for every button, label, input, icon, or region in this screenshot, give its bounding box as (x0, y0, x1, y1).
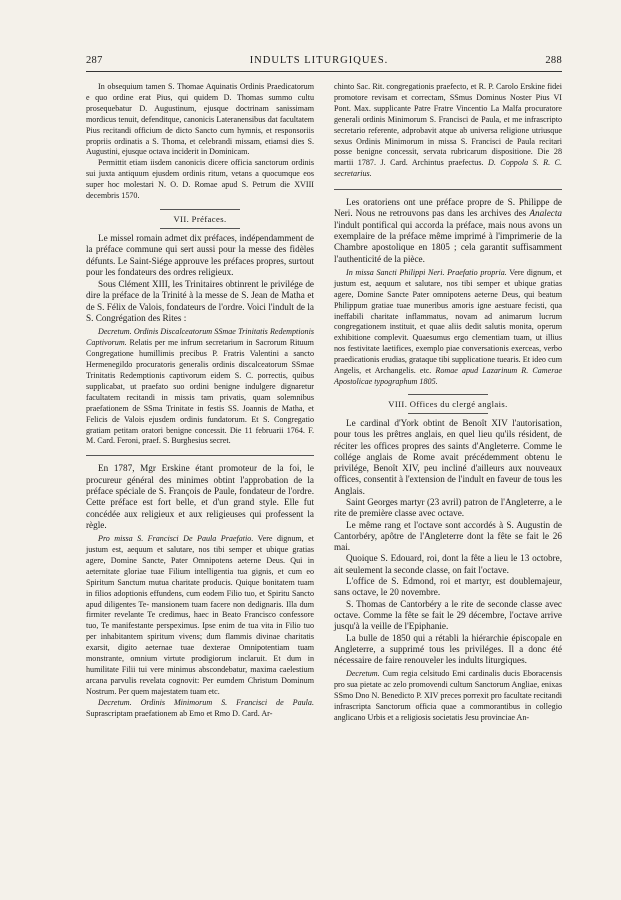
decree-text: chinto Sac. Rit. congregationis praefecto, et R. P. Carolo Erskine fidei promotore revisam et correctam, SSmus Dominus Noster Pius VI Pont. Max. supplicante Patre Fratre Vincentio La Malfa procuratore generali ordinis Minimorum S. Francisci de Paula, et me infrascripto secretario referente, adprobavit atque ab universa religione utriusque sexus Ordinis Minimorum in missa S. Francisci de Paula recitari posse benigne concessit, servata rubricarum dispositione. Die 28 martii 1787. J. Card. Archintus praefectus. (334, 82, 562, 168)
header-rule (86, 71, 562, 72)
paragraph (334, 82, 562, 180)
decree-text: Suprascriptam praefationem ab Emo et Rmo D. Card. Ar- (86, 708, 273, 718)
preface-text: Vere dignum, et justum est, aequum et salutare, nos tibi semper et ubique gratias agere, Domine Sancte Pater omnipotens aeterne Deus, qui beatum Philippum gratiae tuae muneribus amoris igne aestuare fecisti, qua ineffabili charitate inflammatus, novam ad animarum lucrum congregationem instituit, et quae aliis dedit salutis monita, operum exhibitione complevit. Quaesumus ergo clementiam tuam, ut illius nos festivitate laetifices, exemplo piae conversationis exerceas, verbo praedicationis erudias, grataque tibi supplicatione tuearis. Et ideo cum Angelis, et Archangelis. etc. (334, 267, 562, 376)
paragraph (86, 327, 314, 447)
paragraph (86, 534, 314, 698)
page-number-right: 288 (545, 55, 562, 66)
separator (160, 228, 240, 229)
running-header (76, 55, 562, 69)
paragraph: Le missel romain admet dix préfaces, indépendamment de la préface commune qui sert aussi pour la messe des fidèles défunts. Le Saint-Siége approuve les préfaces propres, surtout pour les fondateurs des ordres religieux. (86, 232, 314, 277)
preface-text: Vere dignum, et justum est, aequum et salutare, nos tibi semper et ubique gratias agere, Domine Sancte, Pater Omnipotens aeterne Deus. Qui in aeternitate gloriae tuae Filium intelligentia tua gignis, et cum eo Spiritum Sanctum mutua charitate producis. Quique bonitatem tuam in filios adoptionis effundens, cum eodem Filio tuo, et Spiritu Sancto apud diligentes Te- mansionem tuam facere non dedignaris. Illa dum firmiter revelante Te credimus, haec in Beato Francisco confessore tuo, Te manifestante perspeximus. Ipse enim de tua vita in Filio tuo per inhabitantem spiritum vivens; dum flammis divinae charitatis exarsit, digito aeternae tuae dexterae Omnipotentiam tuam monstrante, omnium virtute prodigiorum inclaruit. Et dum in humilitate Filii tui vere minimus abscondebatur, maxima caelestium arcana parvulis revelata cognovit: Per eumdem Christum Dominum Nostrum. Per quem majestatem tuam etc. (86, 534, 314, 696)
separator (334, 189, 562, 190)
paragraph: Les oratoriens ont une préface propre de S. Philippe de Neri. Nous ne retrouvons pas dans les archives des Analecta l'indult pontifical qui accorda la préface, mais nous avons un exemplaire de la préface même imprimé à l'imprimerie de la Chambre apostolique en 1805 ; cela garantit suffisamment l'authenticité de la pièce. (334, 197, 563, 264)
paragraph: Le cardinal d'York obtint de Benoît XIV l'autorisation, pour tous les prêtres anglais, en quel lieu qu'ils résident, de réciter les offices propres des saints d'Angleterre. Comme le collége anglais de Rome avait précédemment obtenu le privilége, Benoît XIV, peu incliné d'ailleurs aux nouveaux offices, consentit à l'extension de l'indult en faveur de tous les Anglais. (334, 417, 562, 496)
paragraph (334, 268, 562, 388)
decree-title: Decretum. Ordinis Minimorum S. Francisci de Paula. (98, 697, 314, 707)
separator (408, 394, 488, 395)
paragraph (86, 698, 314, 720)
left-column (86, 82, 314, 720)
decree-text: Cum regia celsitudo Emi cardinalis ducis Eboracensis pro sua pietate ac zelo promovendi cultum Sanctorum Angliae, enixas SSmo Dno N. Benedicto P. XIV preces porrexit pro facultate recitandi infrascripta Sanctorum officia quae a commorantibus in collegio anglicano Urbis et a religiosis societatis Jesu provinciae An- (334, 669, 562, 723)
paragraph: En 1787, Mgr Erskine étant promoteur de la foi, le procureur général des minimes obtint l'approbation de la préface spéciale de S. François de Paule, fondateur de l'ordre. Cette préface est fort belle, et d'un grand style. Elle fut concédée aux religieux et aux religieuses qui professent la règle. (86, 463, 314, 530)
paragraph: Quoique S. Edouard, roi, dont la fête a lieu le 13 octobre, ait seulement la seconde classe, on fait l'octave. (334, 553, 562, 575)
paragraph: Permittit etiam iisdem canonicis dicere officia sanctorum ordinis sui juxta antiquum ejusdem ordinis ritum, vetans a quocumque eos super hoc molestari N. O. D. Romae apud S. Petrum die XVIII decembris 1570. (86, 158, 314, 201)
preface-title: In missa Sancti Philippi Neri. Praefatio propria. (346, 267, 507, 277)
decree-text: Relatis per me infrum secretarium in Sacrorum Rituum Congregatione humillimis precibus P. Fratris Valentini a sancto Hermenegildo procuratoris generalis ordinis discalceatorum SSmae Trinitatis Redemptionis captivorum eidem S. C. porrectis, quibus supplicabat, ut praefato suo ordini benigne indulgere dignaretur facultatem recitandi in missis tam privatis, quam solemnibus praefationem de SSma Trinitate in festis SS. Joannis de Matha, et Felicis de Valois ejusdem ordinis fundatorum. Et S. Congregatio gratiam petitam oratori benigne concessit. Die 11 februarii 1764. F. M. Card. Feroni, praef. S. Burghesius secret. (86, 338, 314, 446)
paragraph: Sous Clément XIII, les Trinitaires obtinrent le privilége de dire la préface de la Trinité à la messe de S. Jean de Matha et de S. Félix de Valois, fondateurs de l'ordre. Voici l'indult de la S. Congrégation des Rites : (86, 279, 314, 324)
right-column (334, 82, 562, 724)
paragraph (334, 669, 562, 724)
paragraph: S. Thomas de Cantorbéry a le rite de seconde classe avec octave. Comme la fête se fait le 29 décembre, l'octave arrive jusqu'à la veille de l'Epiphanie. (334, 598, 562, 632)
paragraph: Le même rang et l'octave sont accordés à S. Augustin de Cantorbéry, apôtre de l'Angleterre dont la fête se fait le 26 mai. (334, 519, 562, 553)
section-heading: VII. Préfaces. (173, 213, 227, 224)
separator (160, 209, 240, 210)
decree-title: Decretum. Ordinis Discalceatorum SSmae Trinitatis Redemptionis Captivorum. (86, 327, 314, 348)
running-title: INDULTS LITURGIQUES. (249, 55, 389, 66)
paragraph: Saint Georges martyr (23 avril) patron de l'Angleterre, a le rite de première classe avec octave. (334, 496, 562, 519)
preface-title: Pro missa S. Francisci De Paula Praefatio. (98, 534, 254, 544)
page-number-left: 287 (86, 55, 103, 66)
separator (408, 413, 488, 414)
paragraph: L'office de S. Edmond, roi et martyr, est doublemajeur, sans octave, le 20 novembre. (334, 576, 562, 598)
source-title: Analecta (529, 208, 563, 219)
separator (86, 455, 314, 456)
paragraph: La bulle de 1850 qui a rétabli la hiérarchie épiscopale en Angleterre, a supprimé tous les priviléges. Il a donc été nécessaire de faire renouveler les indults liturgiques. (334, 632, 562, 666)
paragraph: In obsequium tamen S. Thomae Aquinatis Ordinis Praedicatorum e quo ordine erat Pius, qui quidem D. Thomas summo cultu prosequebatur D. Augustinum, ejusque doctrinam sanissimam mordicus tenuit, defenditque, canonicis Lateranensibus dat facultatem Pius recitandi officium de dicto Sancto cum hymnis, et responsoriis propriis ordinatis a S. Thoma, et celebrandi missam, etiamsi dies S. Augustini, ejusque octava inciderit in Dominicam. (86, 82, 314, 157)
signature: D. Coppola S. R. C. secretarius. (334, 158, 562, 179)
imprint: Romae apud Lazarinum R. Camerae Apostolicae typographum 1805. (334, 366, 562, 386)
decree-title: Decretum. (346, 669, 380, 679)
section-heading: VIII. Offices du clergé anglais. (388, 398, 508, 409)
